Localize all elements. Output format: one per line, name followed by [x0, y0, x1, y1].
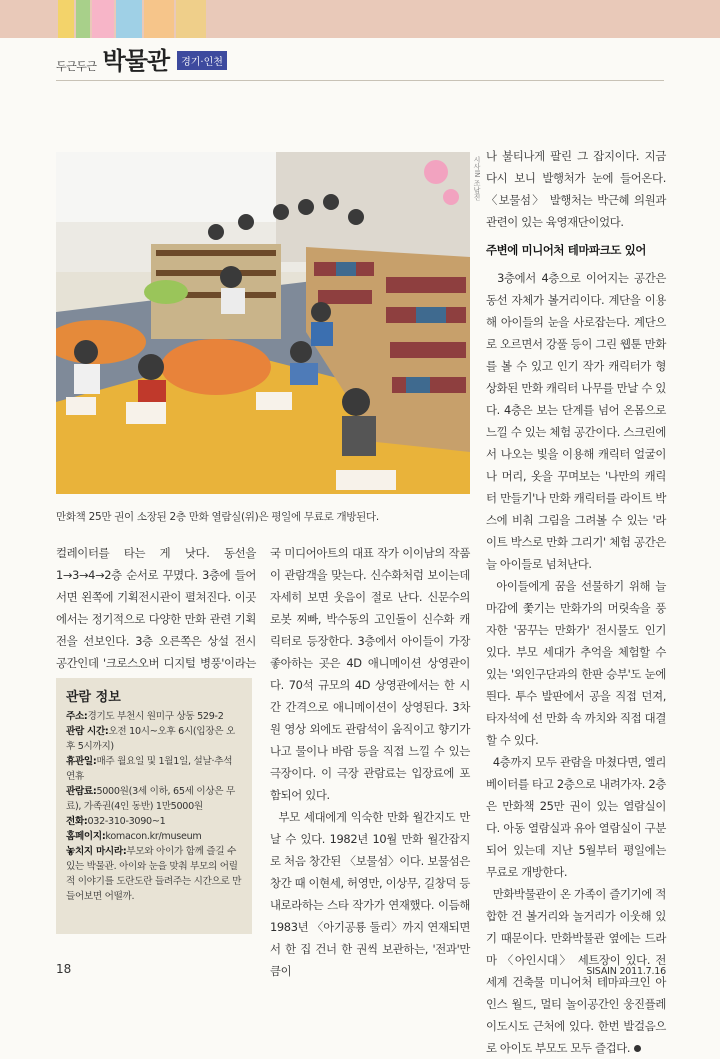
info-item-closed: 휴관일:매주 월요일 및 1월1일, 설날·추석 연휴 [66, 756, 233, 782]
region-tag: 경기·인천 [177, 51, 227, 70]
reading-room-photo [56, 152, 470, 494]
section-kicker: 두근두근 [56, 60, 97, 73]
visitor-info-box [56, 678, 252, 934]
section-title: 박물관 [102, 47, 170, 75]
info-item-fee: 관람료:5000원(3세 이하, 65세 이상은 무료), 가족권(4인 동반) 1만5000원 [66, 786, 235, 812]
paragraph: 국 미디어아트의 대표 작가 이이남의 작품이 관람객을 맞는다. 신수화처럼 보이는데 자세히 보면 웃음이 절로 난다. 신문수의 로봇 찌빠, 박수동의 고인돌이 신수화 캐릭터로 등장한다. 3층에서 아이들이 가장 좋아하는 곳은 4D 애니메이션 상영관이다. 70석 규모의 4D 상영관에서는 한 시간 간격으로 애니메이션이 상영된다. 3차원 영상 외에도 관람석이 움직이고 향기가 나고 물이나 바람 등을 직접 느낄 수 있는 극장이다. 이 극장 관람료는 입장료에 포함되어 있다. [270, 546, 470, 802]
section-header [56, 44, 227, 74]
color-swatch [92, 0, 114, 38]
paragraph: 나 불티나게 팔린 그 잡지이다. 지금 다시 보니 발행처가 눈에 들어온다. 〈보물섬〉 발행처는 박근혜 의원과 관련이 있는 육영재단이었다. [486, 149, 666, 229]
article-subheading: 주변에 미니어처 테마파크도 있어 [486, 243, 646, 257]
top-color-band [0, 0, 720, 38]
info-box-body [56, 707, 252, 904]
photo-caption: 만화책 25만 권이 소장된 2층 만화 열람실(위)은 평일에 무료로 개방된다. [56, 511, 379, 523]
color-swatch [76, 0, 90, 38]
paragraph: 3층에서 4층으로 이어지는 공간은 동선 자체가 볼거리이다. 계단을 이용해 아이들의 눈을 사로잡는다. 계단으로 오르면서 강풀 등이 그린 웹툰 만화를 볼 수 있고 인기 작가 캐릭터가 형상화된 만화 캐릭터 나무를 만날 수 있다. 4층은 보는 단계를 넘어 온몸으로 느낄 수 있는 체험 공간이다. 스크린에서 나오는 빛을 이용해 캐릭터 얼굴이나 머리, 옷을 꾸며보는 '나만의 캐릭터 만들기'나 만화 캐릭터를 라이트 박스에 비춰 그림을 그려볼 수 있는 '라이트 박스로 만화 그리기' 체험 공간은 늘 아이들로 넘쳐난다. [486, 271, 667, 571]
page-number: 18 [56, 962, 72, 976]
paragraph: 컬레이터를 타는 게 낫다. 동선을 1→3→4→2층 순서로 꾸몄다. 3층에 들어서면 왼쪽에 기획전시관이 펼쳐진다. 이곳에서는 정기적으로 다양한 만화 관련 기획전을 선보인다. 3층 오른쪽은 상설 전시 공간인데 '크로스오버 디지털 병풍'이라는 [56, 546, 256, 670]
paragraph: 4층까지 모두 관람을 마쳤다면, 엘리베이터를 타고 2층으로 내려가자. 2층은 만화책 25만 권이 있는 열람실이다. 아동 열람실과 유아 열람실이 구분되어 있는데 지난 5월부터 평일에는 무료로 개방한다. [486, 755, 666, 879]
info-item-address: 주소:경기도 부천시 원미구 상동 529-2 [66, 711, 224, 722]
info-item-phone: 전화:032-310-3090~1 [66, 816, 166, 827]
photo-credit: 시사IN 조남진 [473, 156, 481, 201]
color-swatch [144, 0, 174, 38]
article-column-3 [486, 145, 666, 1059]
article-column-1 [56, 542, 256, 696]
info-item-hours: 관람 시간:오전 10시~오후 6시(입장은 오후 5시까지) [66, 726, 235, 752]
end-mark-icon [634, 1045, 641, 1052]
paragraph: 만화박물관이 온 가족이 즐기기에 적합한 건 볼거리와 놀거리가 이웃해 있기 때문이다. 만화박물관 옆에는 드라마 〈아인시대〉 세트장이 있다. 전 세계 건축물 미니어처 테마파크인 아인스 월드, 멀티 놀이공간인 웅진플레이도시도 근처에 있다. 한번 발걸음으로 아이도 부모도 모두 즐겁다. [486, 887, 666, 1055]
color-swatch [58, 0, 74, 38]
info-box-title: 관람 정보 [66, 690, 121, 705]
issue-info: SISAIN 2011.7.16 [586, 966, 666, 977]
color-swatch [176, 0, 206, 38]
color-swatch [116, 0, 142, 38]
paragraph: 부모 세대에게 익숙한 만화 월간지도 만날 수 있다. 1982년 10월 만화 월간잡지로 처음 창간된 〈보물섬〉이다. 보물섬은 창간 때 이현세, 허영만, 이상무, 길창덕 등 내로라하는 스타 작가가 연재했다. 이듬해 1983년 〈아기공룡 둘리〉까지 연재되면서 한 집 건너 한 권씩 보관하는, '전과'만큼이 [270, 810, 471, 978]
paragraph: 아이들에게 꿈을 선물하기 위해 늘 마감에 쫓기는 만화가의 머릿속을 풍자한 '꿈꾸는 만화가' 전시물도 인기 있다. 부모 세대가 추억을 체험할 수 있는 '외인구단과의 한판 승부'도 눈에 띈다. 투수 발판에서 공을 직접 던져, 타자석에 선 만화 속 까치와 직접 대결할 수 있다. [486, 579, 666, 747]
header-divider [56, 80, 664, 81]
article-column-2 [270, 542, 470, 982]
info-item-homepage: 홈페이지:komacon.kr/museum [66, 831, 202, 842]
info-item-tip: 놓치지 마시라:부모와 아이가 함께 즐길 수 있는 박물관. 아이와 눈을 맞춰 부모의 어릴 적 이야기를 도란도란 들려주는 시간으로 만들어보면 어떨까. [66, 846, 242, 902]
